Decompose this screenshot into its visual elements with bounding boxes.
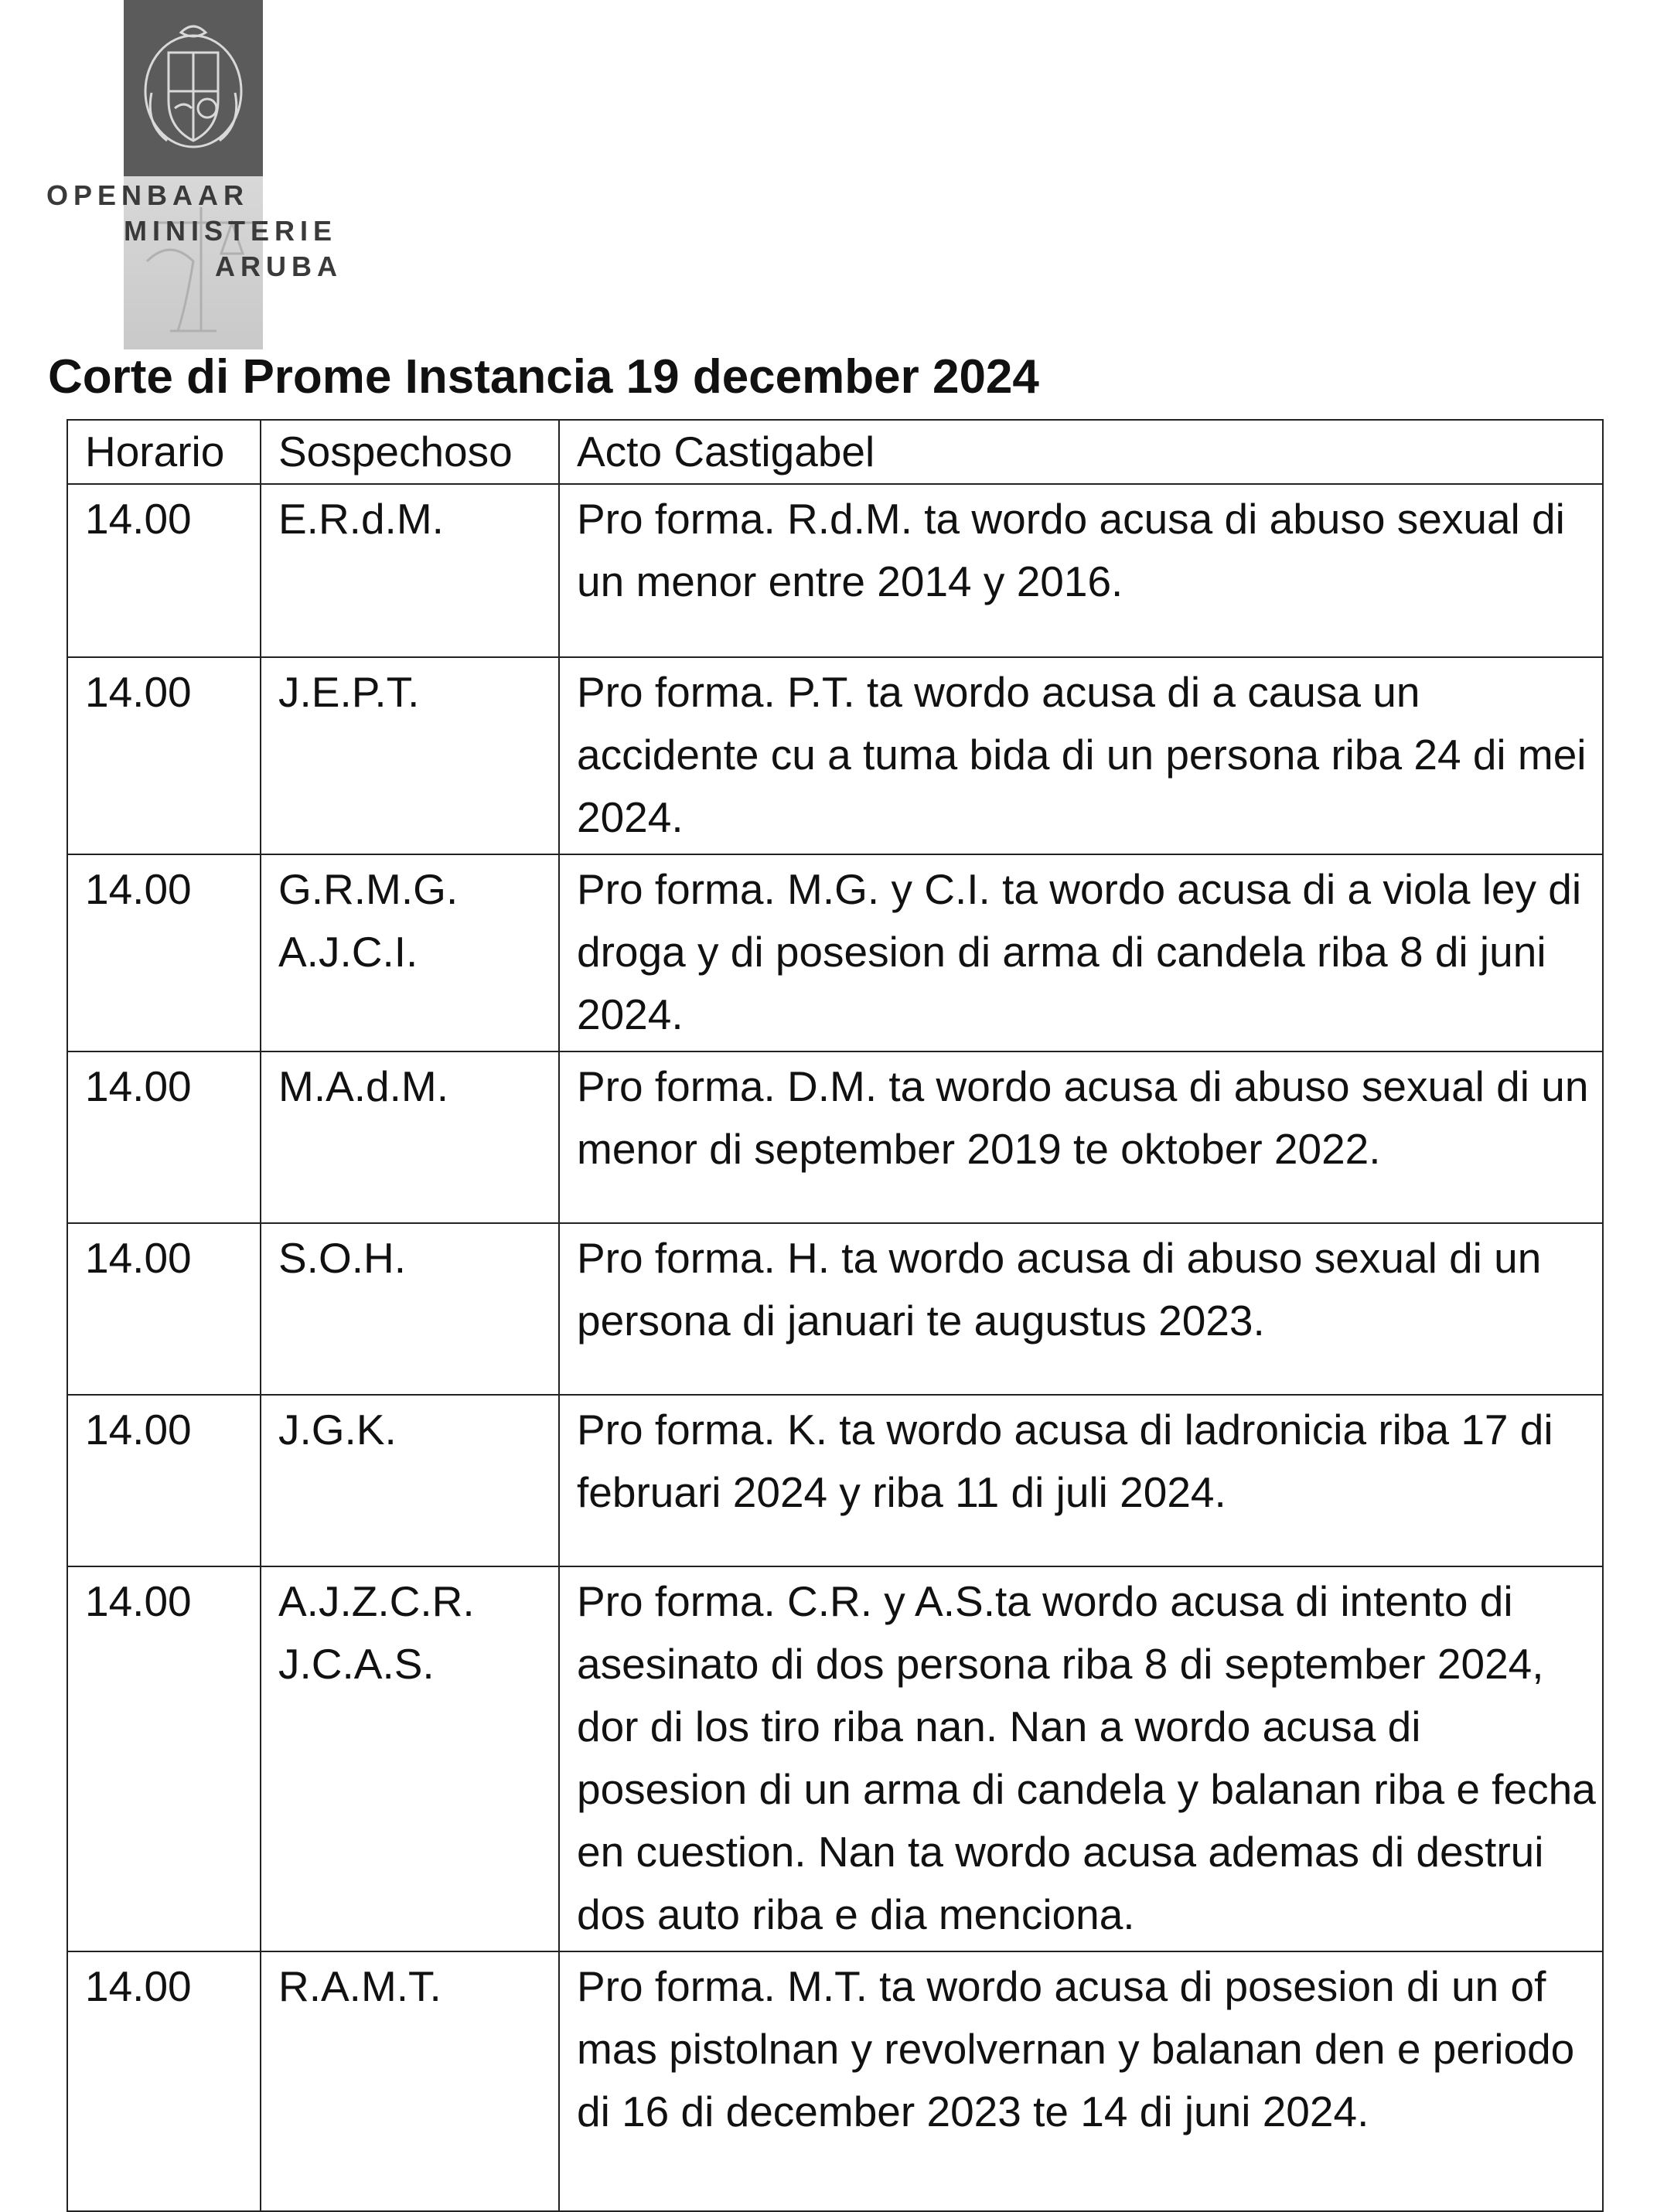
suspect-cell bbox=[261, 1051, 559, 1223]
table-row bbox=[67, 1395, 1603, 1566]
logo-text-aruba: ARUBA bbox=[215, 251, 343, 282]
table-row bbox=[67, 854, 1603, 1051]
charge-cell: Pro forma. M.T. ta wordo acusa di posesion di un of mas pistolnan y revolvernan y balanan den e periodo di 16 di december 2023 te 14 di juni 2024. bbox=[559, 1951, 1603, 2211]
column-header-sospechoso: Sospechoso bbox=[261, 420, 559, 484]
time-cell: 14.00 bbox=[67, 484, 261, 657]
logo-text-ministerie: MINISTERIE bbox=[124, 215, 338, 247]
table-row bbox=[67, 657, 1603, 854]
charge-cell: Pro forma. K. ta wordo acusa di ladronicia riba 17 di februari 2024 y riba 11 di juli 2024. bbox=[559, 1395, 1603, 1566]
column-header-horario: Horario bbox=[67, 420, 261, 484]
table-row bbox=[67, 1566, 1603, 1951]
suspect-initials: M.A.d.M. bbox=[278, 1062, 449, 1110]
table-row bbox=[67, 1223, 1603, 1395]
court-schedule-table bbox=[66, 419, 1604, 2212]
time-cell: 14.00 bbox=[67, 1223, 261, 1395]
logo-dark-panel bbox=[124, 0, 263, 176]
table-row bbox=[67, 484, 1603, 657]
suspect-initials: J.C.A.S. bbox=[278, 1640, 435, 1688]
time-cell: 14.00 bbox=[67, 1051, 261, 1223]
suspect-initials: A.J.C.I. bbox=[278, 928, 418, 976]
time-cell: 14.00 bbox=[67, 854, 261, 1051]
charge-cell: Pro forma. D.M. ta wordo acusa di abuso sexual di un menor di september 2019 te oktober 2022. bbox=[559, 1051, 1603, 1223]
suspect-cell bbox=[261, 854, 559, 1051]
suspect-cell bbox=[261, 484, 559, 657]
suspect-initials: J.G.K. bbox=[278, 1406, 397, 1454]
suspect-initials: G.R.M.G. bbox=[278, 865, 459, 913]
suspect-cell bbox=[261, 1566, 559, 1951]
suspect-initials: A.J.Z.C.R. bbox=[278, 1577, 475, 1625]
time-cell: 14.00 bbox=[67, 1951, 261, 2211]
logo bbox=[124, 0, 263, 349]
table-row bbox=[67, 1951, 1603, 2211]
coat-of-arms-icon bbox=[124, 0, 263, 176]
suspect-initials: J.E.P.T. bbox=[278, 668, 420, 716]
time-cell: 14.00 bbox=[67, 1566, 261, 1951]
charge-cell: Pro forma. C.R. y A.S.ta wordo acusa di intento di asesinato di dos persona riba 8 di september 2024, dor di los tiro riba nan. Nan a wordo acusa di posesion di un arma di candela y balanan riba e fecha en cuestion. Nan ta wordo acusa ademas di destrui dos auto riba e dia menciona. bbox=[559, 1566, 1603, 1951]
suspect-initials: E.R.d.M. bbox=[278, 495, 444, 543]
table-row bbox=[67, 1051, 1603, 1223]
time-cell: 14.00 bbox=[67, 657, 261, 854]
charge-cell: Pro forma. M.G. y C.I. ta wordo acusa di a viola ley di droga y di posesion di arma di candela riba 8 di juni 2024. bbox=[559, 854, 1603, 1051]
page-title: Corte di Prome Instancia 19 december 2024 bbox=[48, 350, 1039, 404]
column-header-acto-castigabel: Acto Castigabel bbox=[559, 420, 1603, 484]
suspect-cell bbox=[261, 657, 559, 854]
suspect-initials: R.A.M.T. bbox=[278, 1962, 442, 2010]
charge-cell: Pro forma. H. ta wordo acusa di abuso sexual di un persona di januari te augustus 2023. bbox=[559, 1223, 1603, 1395]
time-cell: 14.00 bbox=[67, 1395, 261, 1566]
logo-text-openbaar: OPENBAAR bbox=[46, 179, 250, 211]
charge-cell: Pro forma. R.d.M. ta wordo acusa di abuso sexual di un menor entre 2014 y 2016. bbox=[559, 484, 1603, 657]
suspect-initials: S.O.H. bbox=[278, 1234, 407, 1282]
suspect-cell bbox=[261, 1951, 559, 2211]
suspect-cell bbox=[261, 1395, 559, 1566]
charge-cell: Pro forma. P.T. ta wordo acusa di a causa un accidente cu a tuma bida di un persona riba 24 di mei 2024. bbox=[559, 657, 1603, 854]
suspect-cell bbox=[261, 1223, 559, 1395]
table-header-row bbox=[67, 420, 1603, 484]
